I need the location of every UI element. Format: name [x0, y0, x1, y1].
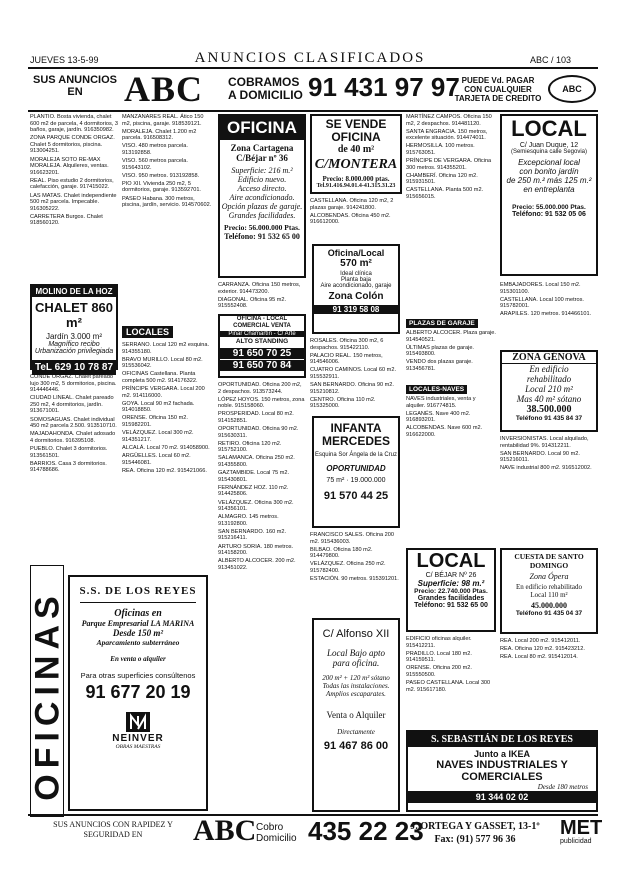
local-beja-sup: Superficie: 98 m.² — [417, 579, 485, 588]
col4-mid — [310, 338, 402, 414]
oficina-line: Edificio nuevo. — [237, 175, 287, 184]
local-beja-addr: C/ BÉJAR Nº 26 — [425, 572, 477, 579]
sebastian-phone: 91 344 02 02 — [408, 791, 596, 803]
sebastian-line3: Desde 180 metros — [537, 783, 588, 791]
infanta-addr: Esquina Sor Ángela de la Cruz — [314, 452, 398, 458]
plazas-section-tag — [406, 312, 496, 326]
sebastian-line2: COMERCIALES — [461, 771, 543, 783]
genova-line: rehabilitado — [526, 374, 572, 384]
list-item: ALCALÁ. Local 70 m2. 914058900. — [122, 444, 210, 451]
list-item: ORENSE. Oficina 150 m2. 915982201. — [122, 415, 188, 429]
list-item: PRÍNCIPE DE VERGARA. Oficina 300 metros. 914355201. — [406, 158, 492, 171]
alfonso-line: Amplios escaparates. — [326, 690, 386, 698]
local-duque-addr: C/ Juan Duque, 12 — [519, 142, 579, 149]
header-date: JUEVES 13-5-99 — [30, 55, 99, 65]
list-item: MORALEJA. Chalet 1.200 m2 parcela. 916508312. — [122, 128, 197, 142]
zona-line: Ideal clínica — [340, 271, 372, 277]
sebastian-title: S. SEBASTIÁN DE LOS REYES — [408, 732, 596, 747]
list-item: REA. Oficina 120 m2. 915421066. — [122, 467, 207, 474]
list-item: SALAMANCA. Oficina 250 m2. 914355800. — [218, 455, 295, 469]
local-beja-phone: Teléfono: 91 532 65 00 — [414, 602, 488, 609]
list-item: PRÍNCIPE VERGARA. Local 200 m2. 914116000. — [122, 386, 205, 399]
list-item: HERMOSILLA. 100 metros. 915763051. — [406, 143, 475, 156]
abc-seal-icon: ABC — [548, 75, 596, 103]
banner-rule — [28, 110, 598, 112]
reyes-line: Oficinas en — [114, 608, 162, 619]
col5-top — [406, 114, 496, 308]
cuesta-phone: Teléfono 91 435 04 37 — [515, 610, 583, 617]
infanta-phone: 91 570 44 25 — [323, 490, 389, 502]
zona-line: Aire acondicionado, garaje — [320, 283, 392, 289]
infanta-opp: OPORTUNIDAD — [326, 464, 386, 473]
list-item: PROSPERIDAD. Local 80 m2. 914152851. — [218, 411, 294, 424]
list-item: SERRANO. Local 120 m2 esquina. 914355180. — [122, 342, 210, 355]
alfonso-line: Venta o Alquiler — [326, 710, 386, 720]
list-item: NAVES industriales, venta y alquiler. 916774815. — [406, 396, 476, 409]
list-item: SAN BERNARDO. 160 m2. 915216411. — [218, 528, 287, 542]
cuesta-line: Local 110 m² — [530, 591, 568, 599]
local-duque-line: Excepcional local — [518, 158, 580, 167]
naves-section-tag — [406, 378, 496, 392]
infanta-title: INFANTA MERCEDES — [321, 421, 390, 448]
list-item: GAZTAMBIDE. Local 75 m2. 915430801. — [218, 470, 290, 483]
cuesta-price: 45.000.000 — [531, 601, 567, 610]
oficina-title: OFICINA — [220, 116, 304, 140]
alfonso-phone: 91 467 86 00 — [323, 740, 389, 752]
list-item: ALBERTO ALCOCER. Plaza garaje. 914540521. — [406, 330, 496, 343]
met-brand: MET — [560, 817, 603, 839]
alfonso-line: para oficina. — [332, 658, 380, 668]
local-duque-line: en entreplanta — [523, 185, 575, 194]
venta-addr: Pinar Chamartín - C/ Arte — [220, 331, 304, 337]
list-item: MAJADAHONDA. Chalet adosado 4 dormitorios. 916395108. — [30, 431, 116, 444]
local-beja-price: Precio: 22.740.000 Ptas. — [414, 588, 488, 595]
list-item: CARRETERA Burgos. Chalet 918560120. — [30, 213, 103, 227]
list-item: CHAMBERÍ. Oficina 120 m2. 915931501. — [406, 172, 478, 186]
local-duque-line: de 250 m.² más 125 m.² — [506, 176, 592, 185]
local-duque-line: con bonito jardín — [519, 167, 579, 176]
cuesta-line: En edificio rehabilitado — [515, 583, 583, 591]
zona-line: Zona Colón — [328, 291, 384, 302]
list-item: REA. Oficina 120 m2. 915423212. — [500, 646, 585, 653]
list-item: CONDE ORGAZ. Chalet pareado lujo 300 m2, 5 dormitorios, piscina. 914446446. — [30, 374, 117, 394]
list-item: OPORTUNIDAD. Oficina 90 m2. 915630311. — [218, 426, 299, 439]
list-item: ALCOBENDAS. Nave 600 m2. 916622000. — [406, 425, 483, 438]
list-item: OFICINAS Castellana. Planta completa 500 m2. 914176322. — [122, 371, 198, 384]
list-item: ALMAGRO. 145 metros. 913192800. — [218, 514, 279, 527]
list-item: ZONA PARQUE CONDE ORGAZ. Chalet 5 dormitorios, piscina. 913004251. — [30, 135, 115, 155]
col5-bottom — [406, 636, 496, 726]
list-item: SANTA ENGRACIA. 150 metros, excelente situación. 914474011. — [406, 128, 488, 142]
col6-bottom — [500, 638, 598, 698]
list-item: ARTURO SORIA. 180 metros. 914158200. — [218, 543, 294, 557]
list-item: CASTELLANA. Oficina 120 m2, 2 plazas garaje. 914241800. — [310, 198, 394, 211]
top-banner — [28, 69, 598, 109]
col4-top — [310, 198, 402, 242]
reyes-ad — [68, 575, 208, 811]
list-item: VENDO dos plazas garaje. 913456781. — [406, 359, 473, 372]
list-item: CASTELLANA. Planta 500 m2. 915656015. — [406, 187, 484, 201]
met-logo — [560, 818, 602, 846]
locales-tag: LOCALES — [122, 326, 173, 338]
infanta-ad — [312, 416, 400, 528]
alfonso-line: 200 m² + 120 m² sótano — [322, 674, 390, 682]
genova-title: ZONA GÉNOVA — [502, 352, 596, 364]
chalet-title: MOLINO DE LA HOZ — [32, 286, 116, 297]
oficina-line: Grandes facilidades. — [228, 211, 296, 220]
alfonso-ad — [312, 618, 400, 812]
list-item: ALBERTO ALCOCER. 200 m2. 913451022. — [218, 558, 296, 571]
col1-bottom — [30, 374, 118, 554]
footer-phone: 435 22 23 — [308, 816, 424, 846]
list-item: ORENSE. Oficina 200 m2. 915550500. — [406, 665, 472, 678]
oficina-sup: Superficie: 216 m.² — [231, 166, 293, 175]
sebastian-sub: Junto a IKEA — [473, 749, 530, 759]
list-item: VELÁZQUEZ. Oficina 300 m2. 914356101. — [218, 499, 294, 513]
se-vende-price: Precio: 8.000.000 ptas. — [322, 175, 390, 183]
met-sub: publicidad — [560, 838, 592, 845]
se-vende-ad — [310, 114, 402, 194]
list-item: EDIFICIO oficinas alquiler. 915412211. — [406, 636, 472, 649]
list-item: RETIRO. Oficina 120 m2. 915752100. — [218, 440, 282, 454]
zona-phone: 91 319 58 08 — [314, 305, 398, 314]
zona-size: 570 m² — [340, 258, 372, 269]
page-title: ANUNCIOS CLASIFICADOS — [194, 50, 426, 66]
oficina-ad — [218, 114, 306, 278]
list-item: INVERSIONISTAS. Local alquilado, rentabilidad 9%. 914312211. — [500, 436, 589, 449]
se-vende-phone: Tel.91.416.94.01.4-41.315.31.23 — [316, 183, 396, 189]
local-beja-title: LOCAL — [416, 550, 486, 572]
chalet-phone: TeL 629 10 78 87 — [32, 360, 116, 375]
list-item: VISO. 480 metros parcela. 913192858. — [122, 143, 188, 156]
reyes-line: Para otras superficies consúltenos — [80, 671, 196, 680]
list-item: CASTELLANA. Local 100 metros. 915782001. — [500, 296, 584, 310]
list-item: EMBAJADORES. Local 150 m2. 915301100. — [500, 282, 581, 295]
local-duque-addr2: (Semiesquina calle Segovia) — [510, 149, 588, 155]
local-duque-price: Precio: 55.000.000 Ptas. — [512, 204, 586, 211]
list-item: PASEO CASTELLANA. Local 300 m2. 915617180. — [406, 680, 491, 693]
list-item: SAN BERNARDO. Oficina 90 m2. 915210812. — [310, 382, 394, 395]
chalet-headline: CHALET 860 m² — [34, 300, 114, 330]
list-item: REA. Local 80 m2. 915412014. — [500, 654, 578, 661]
zona-colon-ad — [312, 244, 400, 334]
chalet-garden: Jardín 3.000 m² — [45, 332, 103, 341]
col1-top — [30, 114, 118, 284]
oficinas-vertical-text: OFICINAS — [28, 590, 67, 801]
venta-sub: ALTO STANDING — [235, 338, 289, 345]
col4-lower — [310, 532, 402, 616]
local-duque-phone: Teléfono: 91 532 05 06 — [512, 211, 586, 218]
list-item: FERNÁNDEZ HOZ. 110 m2. 914425806. — [218, 484, 289, 498]
list-item: VISO. 950 metros. 913192858. — [122, 172, 200, 179]
local-duque-title: LOCAL — [511, 116, 587, 141]
footer-address — [400, 820, 550, 846]
col5-naves — [406, 396, 496, 538]
list-item: VELÁZQUEZ. Oficina 250 m2. 915782400. — [310, 561, 386, 574]
reyes-line: Desde 150 m² — [112, 628, 164, 638]
alfonso-title: C/ Alfonso XII — [322, 628, 390, 640]
list-item: LEGANÉS. Nave 400 m2. 916893201. — [406, 410, 471, 424]
venta-ad — [218, 314, 306, 378]
oficinas-vertical-banner — [28, 565, 67, 817]
list-item: PASEO Habana. 300 metros, piscina, jardín, servicio. 914570602. — [122, 195, 212, 209]
list-item: PRADILLO. Local 180 m2. 914159511. — [406, 650, 472, 664]
list-item: BILBAO. Oficina 180 m2. 914479800. — [310, 546, 373, 560]
chalet-line2: Urbanización privilegiada — [34, 348, 114, 355]
abc-logo: ABC — [124, 69, 204, 109]
list-item: BRAVO MURILLO. Local 80 m2. 915536042. — [122, 356, 203, 370]
list-item: PLANTIO. Bosta vivienda, chalet 600 m2 de parcela, 4 dormitorios, 3 baños, garaje, jardín. 916350982. — [30, 114, 118, 134]
page-number: ABC / 103 — [530, 55, 572, 65]
banner-phone: 91 431 97 97 — [308, 72, 460, 102]
locales-section-tag — [122, 322, 214, 338]
local-beja-line: Grandes facilidades — [417, 595, 485, 602]
cuesta-title: CUESTA DE SANTO DOMINGO — [514, 552, 584, 570]
list-item: CIUDAD LINEAL. Chalet pareado 250 m2, 4 dormitorios, jardín. 913671001. — [30, 395, 114, 415]
list-item: MANZANARES REAL. Ático 150 m2, piscina, garaje. 918539121. — [122, 114, 204, 127]
col2-top — [122, 114, 214, 314]
list-item: OPORTUNIDAD. Oficina 200 m2, 2 despachos. 913573244. — [218, 382, 302, 395]
footer-sus: SUS ANUNCIOS CON RAPIDEZ Y SEGURIDAD EN — [53, 820, 173, 839]
genova-line: Local 210 m² — [525, 384, 573, 394]
list-item: PUEBLO. Chalet 3 dormitorios. 913561501. — [30, 445, 108, 459]
col6-mid — [500, 436, 598, 526]
chalet-ad — [30, 284, 118, 373]
venta-phone-1: 91 650 70 25 — [220, 348, 304, 359]
infanta-size: 75 m² · 19.000.000 — [326, 477, 386, 484]
list-item: NAVE industrial 800 m2. 916512002. — [500, 465, 592, 472]
list-item: ARAPILES. 120 metros. 914466101. — [500, 311, 592, 318]
zona-line: Planta baja — [340, 277, 372, 283]
reyes-line: Aparcamiento subterráneo — [96, 638, 180, 647]
genova-line: En edificio — [529, 364, 569, 374]
col3-bottom — [218, 382, 306, 670]
list-item: ARGÜELLES. Local 60 m2. 915446081. — [122, 452, 191, 466]
genova-line: Mas 40 m² sótano — [516, 394, 582, 404]
list-item: VELÁZQUEZ. Local 300 m2. 914351217. — [122, 430, 194, 443]
oficina-line: Aire acondicionado. — [229, 193, 295, 202]
venta-phone-2: 91 650 70 84 — [220, 360, 304, 371]
list-item: SOMOSAGUAS. Chalet individual 450 m2 parcela 2.500. 913510710. — [30, 416, 117, 430]
list-item: CARRANZA. Oficina 150 metros, exterior. 914473200. — [218, 282, 301, 295]
list-item: PALACIO REAL. 150 metros, 914546006. — [310, 352, 383, 366]
list-item: PIO XII. Vivienda 250 m2, 5 dormitorios, garaje. 913592701. — [122, 180, 201, 194]
reyes-title: S.S. DE LOS REYES — [79, 585, 197, 597]
plazas-tag: PLAZAS DE GARAJE — [406, 319, 478, 328]
genova-ad — [500, 350, 598, 432]
list-item: MORALEJA SOTO RE-MAX MORALEJA. Alquileres, ventas. 916623201. — [30, 156, 109, 176]
genova-price: 38.500.000 — [526, 404, 572, 415]
list-item: ROSALES. Oficina 300 m2, 6 despachos. 915422110. — [310, 338, 384, 351]
naves-tag: LOCALES-NAVES — [406, 385, 467, 394]
oficina-line: Acceso directo. — [237, 184, 287, 193]
list-item: BARRIOS. Casa 3 dormitorios. 914788686. — [30, 460, 107, 474]
se-vende-street: C/MONTERA — [314, 157, 398, 172]
list-item: CENTRO. Oficina 110 m2. 915325000. — [310, 396, 376, 410]
col5-plazas — [406, 330, 496, 374]
zona-title: Oficina/Local — [327, 248, 385, 258]
banner-paga: PUEDE Vd. PAGAR CON CUALQUIER TARJETA DE CREDITO — [454, 76, 542, 103]
list-item: CUATRO CAMINOS. Local 60 m2. 915532911. — [310, 367, 396, 380]
neinver-brand: NEINVER — [112, 733, 164, 744]
col2-bottom — [122, 342, 214, 554]
col3-top — [218, 282, 306, 312]
list-item: REA. Local 200 m2. 915412011. — [500, 638, 581, 644]
list-item: LÓPEZ HOYOS. 150 metros, zona noble. 915158060. — [218, 396, 305, 410]
venta-title: OFICINA - LOCAL COMERCIAL VENTA — [233, 316, 291, 329]
reyes-line: Parque Empresarial LA MARINA — [81, 619, 195, 628]
list-item: MARTÍNEZ CAMPOS. Oficina 150 m2, 2 despachos. 914481120. — [406, 114, 492, 127]
genova-phone: Teléfono 91 435 84 37 — [515, 415, 583, 422]
alfonso-line: Local Bajo apto — [327, 648, 385, 658]
alfonso-line: Directamente — [337, 728, 375, 736]
banner-sus: SUS ANUNCIOS EN — [33, 74, 117, 98]
oficina-sub: Zona Cartagena — [230, 143, 294, 153]
list-item: ESTACIÓN. 90 metros. 915391201. — [310, 576, 399, 583]
local-duque-ad — [500, 114, 598, 276]
list-item: DIAGONAL. Oficina 95 m2. 915552408. — [218, 296, 287, 310]
header-rule — [28, 67, 598, 69]
reyes-line: En venta o alquiler — [110, 655, 166, 663]
list-item: ALCOBENDAS. Oficina 450 m2. 916612000. — [310, 212, 391, 226]
cuesta-ad — [500, 548, 598, 634]
oficina-addr: C/Béjar nº 36 — [236, 153, 288, 163]
banner-cobramos: COBRAMOS A DOMICILIO — [228, 75, 303, 102]
footer-fax: Fax: (91) 577 96 36 — [434, 834, 516, 845]
sebastian-line1: NAVES INDUSTRIALES Y — [436, 759, 568, 771]
list-item: SAN BERNARDO. Local 90 m2. 915216011. — [500, 450, 580, 464]
se-vende-title: SE VENDE OFICINA — [325, 117, 387, 144]
oficina-line: Opción plazas de garaje. — [221, 202, 303, 211]
footer-abc-logo: ABC — [193, 814, 257, 847]
list-item: ÚLTIMAS plazas de garaje. 915493800. — [406, 344, 474, 358]
col6-top — [500, 282, 598, 346]
neinver-logo-icon — [125, 711, 151, 733]
oficina-phone: Teléfono: 91 532 65 00 — [224, 232, 300, 241]
cuesta-sub: Zona Ópera — [529, 572, 569, 581]
se-vende-size: de 40 m² — [337, 144, 375, 155]
footer-banner — [28, 814, 603, 856]
list-item: LAS MATAS. Chalet independiente 500 m2 parcela. Impecable. 916305222. — [30, 192, 117, 212]
list-item: FRANCISCO SALES. Oficina 200 m2. 915436003. — [310, 532, 394, 545]
list-item: GOYA. Local 90 m2 fachada. 914018850. — [122, 400, 195, 414]
footer-addr-line: J. ORTEGA Y GASSET, 13-1º — [410, 821, 540, 832]
chalet-line1: Magnífico recibo — [48, 341, 100, 348]
list-item: REAL. Piso estudio 2 dormitorios, calefacción, garaje. 917415022. — [30, 177, 114, 191]
local-beja-ad — [406, 548, 496, 632]
reyes-phone: 91 677 20 19 — [85, 682, 191, 702]
oficina-price: Precio: 56.000.000 Ptas. — [224, 223, 300, 232]
footer-cobro: Cobro Domicilio — [256, 822, 297, 844]
sebastian-ad — [406, 730, 598, 812]
neinver-sub: OBRAS MAESTRAS — [115, 744, 161, 750]
alfonso-line: Todas las instalaciones. — [322, 682, 390, 690]
list-item: VISO. 560 metros parcela. 915643102. — [122, 158, 188, 171]
